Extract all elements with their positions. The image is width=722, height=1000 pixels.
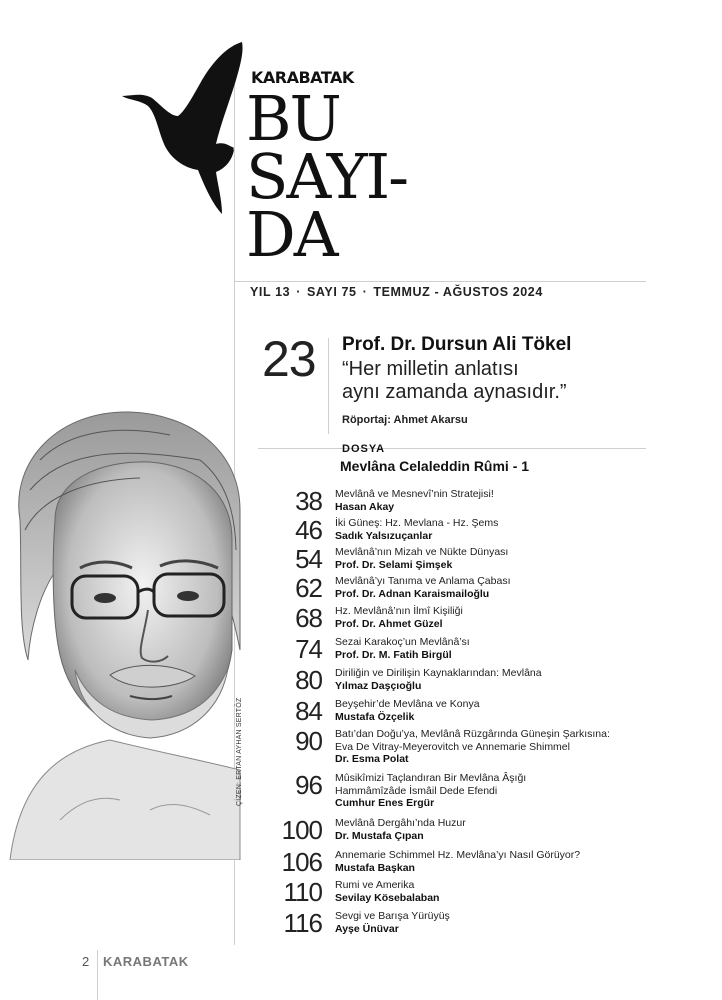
contents-title: Annemarie Schimmel Hz. Mevlâna’yı Nasıl Görüyor? bbox=[335, 849, 581, 861]
contents-title: İki Güneş: Hz. Mevlana - Hz. Şems bbox=[335, 517, 499, 529]
footer-brand: KARABATAK bbox=[103, 954, 189, 969]
title-line: SAYI- bbox=[246, 140, 408, 213]
contents-title: Diriliğin ve Dirilişin Kaynaklarından: Mevlâna bbox=[335, 667, 542, 679]
contents-page-number: 54 bbox=[295, 544, 322, 574]
contents-title: Hz. Mevlânâ’nın İlmî Kişiliği bbox=[335, 605, 463, 617]
horizontal-rule bbox=[234, 281, 646, 282]
contents-title: Rumi ve Amerika bbox=[335, 879, 415, 891]
contents-title-line2: Hammâmîzâde İsmâil Dede Efendi bbox=[335, 784, 498, 797]
issue-period: TEMMUZ - AĞUSTOS 2024 bbox=[373, 285, 543, 299]
issue-number: SAYI 75 bbox=[306, 285, 357, 299]
contents-page-number: 110 bbox=[283, 877, 322, 907]
quote-line: aynı zamanda aynasıdır.” bbox=[342, 381, 567, 403]
contents-author: Prof. Dr. Adnan Karaismailoğlu bbox=[335, 587, 490, 600]
contents-title: Batı’dan Doğu’ya, Mevlânâ Rüzgârında Güneşin Şarkısına: bbox=[335, 728, 610, 740]
dossier-label: DOSYA bbox=[342, 443, 386, 455]
featured-credit: Röportaj: Ahmet Akarsu bbox=[342, 414, 468, 426]
contents-author: Prof. Dr. Ahmet Güzel bbox=[335, 617, 443, 630]
contents-title: Mevlânâ’nın Mizah ve Nükte Dünyası bbox=[335, 546, 509, 558]
page-title bbox=[246, 82, 408, 271]
contents-author: Prof. Dr. M. Fatih Birgül bbox=[335, 648, 452, 661]
contents-page-number: 90 bbox=[295, 726, 322, 756]
portrait-illustration bbox=[0, 400, 250, 860]
contents-page-number: 38 bbox=[295, 486, 322, 516]
contents-title: Sevgi ve Barışa Yürüyüş bbox=[335, 910, 450, 922]
contents-author: Dr. Mustafa Çıpan bbox=[335, 829, 424, 842]
contents-title: Beyşehir’de Mevlâna ve Konya bbox=[335, 698, 480, 710]
contents-page-number: 116 bbox=[283, 908, 322, 938]
contents-page-number: 106 bbox=[281, 847, 322, 877]
contents-author: Ayşe Ünüvar bbox=[335, 922, 399, 935]
contents-title: Mevlânâ ve Mesnevî’nin Stratejisi! bbox=[335, 488, 494, 500]
featured-page-number: 23 bbox=[262, 331, 316, 387]
dossier-title: Mevlâna Celaleddin Rûmi - 1 bbox=[340, 458, 530, 474]
contents-page-number: 62 bbox=[295, 573, 322, 603]
contents-author: Sevilay Kösebalaban bbox=[335, 891, 440, 904]
contents-author: Prof. Dr. Selami Şimşek bbox=[335, 558, 453, 571]
contents-author: Sadık Yalsızuçanlar bbox=[335, 529, 433, 542]
brand-logo: KARABATAK bbox=[251, 68, 354, 87]
illustration-credit: ÇİZEN: ERTAN AYHAN SERTÖZ bbox=[236, 697, 243, 806]
contents-title: Mevlânâ Dergâhı’nda Huzur bbox=[335, 817, 466, 829]
featured-quote bbox=[342, 358, 642, 404]
dossier-rule bbox=[258, 448, 646, 449]
contents-page-number: 84 bbox=[295, 696, 322, 726]
footer-rule bbox=[97, 950, 98, 1000]
title-line: BU bbox=[246, 82, 340, 155]
contents-title: Mevlânâ’yı Tanıma ve Anlama Çabası bbox=[335, 575, 511, 587]
contents-page-number: 46 bbox=[295, 515, 322, 545]
title-line: DA bbox=[246, 198, 337, 271]
issue-info: YIL 13 · SAYI 75 · TEMMUZ - AĞUSTOS 2024 bbox=[250, 285, 543, 299]
contents-author: Mustafa Özçelik bbox=[335, 710, 415, 723]
contents-title-line2: Eva De Vitray-Meyerovitch ve Annemarie Shimmel bbox=[335, 740, 570, 753]
contents-page-number: 80 bbox=[295, 665, 322, 695]
contents-title: Sezai Karakoç’un Mevlânâ’sı bbox=[335, 636, 470, 648]
cormorant-bird-icon bbox=[118, 40, 248, 220]
contents-author: Dr. Esma Polat bbox=[335, 753, 409, 765]
contents-page-number: 96 bbox=[295, 770, 322, 800]
quote-line: “Her milletin anlatısı bbox=[342, 358, 519, 380]
featured-name: Prof. Dr. Dursun Ali Tökel bbox=[342, 334, 572, 355]
page-number: 2 bbox=[82, 954, 90, 969]
contents-author: Yılmaz Daşçıoğlu bbox=[335, 679, 422, 692]
contents-title: Mûsikîmizi Taçlandıran Bir Mevlâna Âşığı bbox=[335, 772, 527, 784]
contents-page-number: 74 bbox=[295, 634, 322, 664]
featured-divider bbox=[328, 338, 329, 434]
issue-year: YIL 13 bbox=[250, 285, 291, 299]
contents-author: Hasan Akay bbox=[335, 500, 395, 513]
contents-author: Cumhur Enes Ergür bbox=[335, 797, 435, 809]
contents-page-number: 100 bbox=[281, 815, 322, 845]
contents-author: Mustafa Başkan bbox=[335, 861, 415, 874]
contents-page-number: 68 bbox=[295, 603, 322, 633]
